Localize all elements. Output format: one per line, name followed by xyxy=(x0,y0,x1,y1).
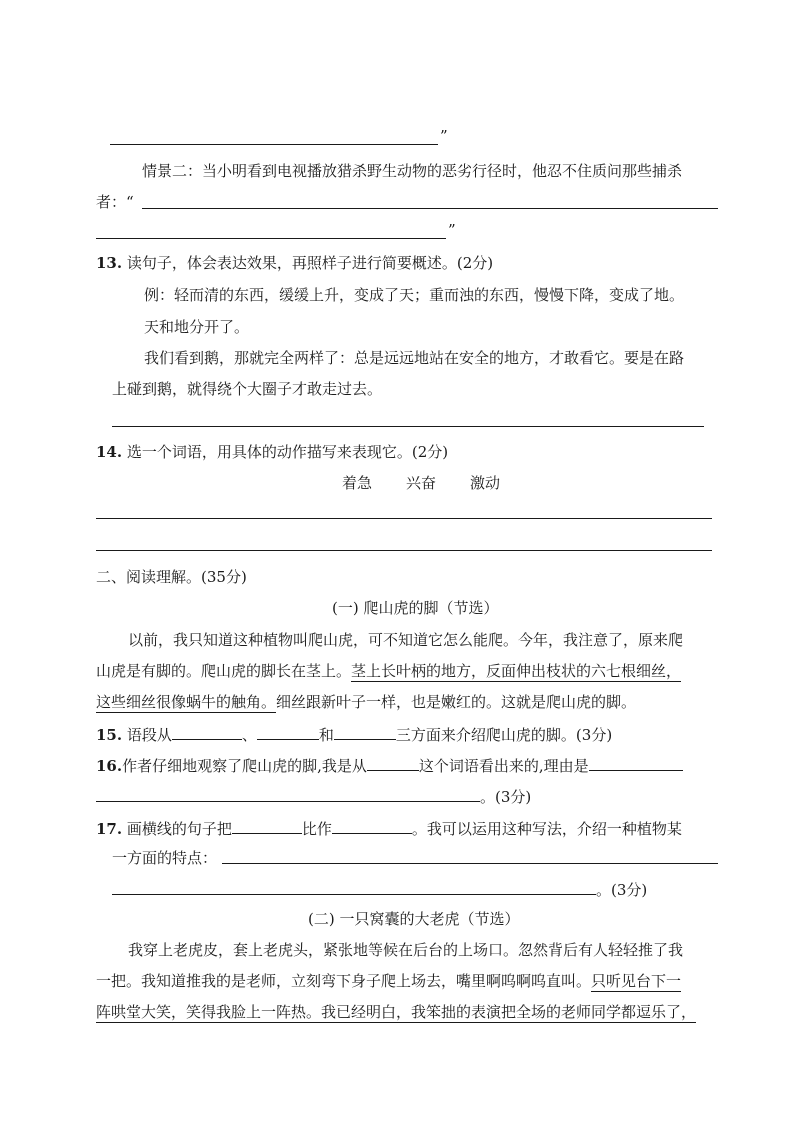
question-13 xyxy=(96,253,493,273)
question-text: 语段从 xyxy=(122,726,172,744)
fill-blank[interactable] xyxy=(589,754,683,771)
question-text: 比作 xyxy=(301,820,332,838)
question-14 xyxy=(96,442,448,462)
question-text: 。我可以运用这种写法，介绍一种植物某 xyxy=(411,820,682,838)
question-16-cont xyxy=(96,785,531,807)
fill-blank[interactable] xyxy=(334,723,396,740)
underlined-sentence: 茎上长叶柄的地方，反面伸出枝状的六七根细丝， xyxy=(351,662,682,680)
question-text: 三方面来介绍爬山虎的脚。(3分) xyxy=(395,726,613,744)
question-score: 。(3分) xyxy=(480,788,532,806)
word-option: 着急 xyxy=(342,474,373,492)
q13-passage-line2: 上碰到鹅，就得绕个大圈子才敢走过去。 xyxy=(112,380,383,398)
passage-text: 一把。我知道推我的是老师，立刻弯下身子爬上场去，嘴里啊呜啊呜直叫。 xyxy=(96,972,592,990)
question-text: 选一个词语，用具体的动作描写来表现它。(2分) xyxy=(122,443,449,461)
fill-blank[interactable] xyxy=(332,817,412,834)
scenario-2-text: 情景二：当小明看到电视播放猎杀野生动物的恶劣行径时，他忍不住质问那些捕杀 xyxy=(142,162,683,180)
question-16 xyxy=(96,754,683,776)
section-heading: 二、阅读理解。(35分) xyxy=(96,568,247,586)
question-17-cont2 xyxy=(112,878,647,900)
fill-blank[interactable] xyxy=(257,723,319,740)
q13-example: 例：轻而清的东西，缓缓上升，变成了天；重而浊的东西，慢慢下降，变成了地。 xyxy=(144,286,685,304)
passage-1-line2 xyxy=(96,661,681,681)
passage-2-line1: 我穿上老虎皮，套上老虎头，紧张地等候在后台的上场口。忽然背后有人轻轻推了我 xyxy=(128,941,684,959)
fill-blank[interactable] xyxy=(232,817,302,834)
underlined-sentence: 这些细丝很像蜗牛的触角。 xyxy=(96,693,277,711)
question-text: 这个词语看出来的,理由是 xyxy=(418,757,589,775)
answer-line[interactable] xyxy=(96,518,712,519)
fill-blank[interactable] xyxy=(172,723,242,740)
question-17-cont: 一方面的特点： xyxy=(112,849,218,867)
scenario-2-prompt: 者：“ xyxy=(96,193,134,211)
question-15 xyxy=(96,723,612,745)
answer-line[interactable] xyxy=(222,863,718,864)
question-score: 。(3分) xyxy=(596,881,648,899)
passage-1-line1: 以前，我只知道这种植物叫爬山虎，可不知道它怎么能爬。今年，我注意了，原来爬 xyxy=(128,631,684,649)
answer-line[interactable] xyxy=(112,426,704,427)
passage-2-line3 xyxy=(96,1002,696,1022)
passage-1-title: (一) 爬山虎的脚（节选） xyxy=(332,599,499,617)
passage-1-line3 xyxy=(96,692,636,712)
question-number: 14. xyxy=(96,443,123,461)
answer-line[interactable] xyxy=(96,238,446,239)
word-option: 激动 xyxy=(470,474,501,492)
question-text: 、 xyxy=(241,726,257,744)
fill-blank[interactable] xyxy=(367,754,419,771)
closing-quote: ” xyxy=(440,127,448,145)
word-option: 兴奋 xyxy=(406,474,437,492)
answer-line[interactable] xyxy=(142,208,718,209)
answer-line[interactable] xyxy=(96,550,712,551)
question-number: 16. xyxy=(96,757,123,775)
question-text: 读句子，体会表达效果，再照样子进行简要概述。(2分) xyxy=(122,254,494,272)
answer-line[interactable] xyxy=(110,144,438,145)
q13-passage-line1: 我们看到鹅，那就完全两样了：总是远远地站在安全的地方，才敢看它。要是在路 xyxy=(144,349,685,367)
fill-blank[interactable] xyxy=(96,785,480,802)
q13-example-cont: 天和地分开了。 xyxy=(144,318,250,336)
passage-2-line2 xyxy=(96,971,681,991)
passage-text: 细丝跟新叶子一样，也是嫩红的。这就是爬山虎的脚。 xyxy=(276,693,637,711)
question-text: 画横线的句子把 xyxy=(122,820,232,838)
underlined-sentence: 阵哄堂大笑，笑得我脸上一阵热。我已经明白，我笨拙的表演把全场的老师同学都逗乐了， xyxy=(96,1003,697,1021)
underlined-sentence: 只听见台下一 xyxy=(591,972,682,990)
question-text: 作者仔细地观察了爬山虎的脚,我是从 xyxy=(122,757,367,775)
question-number: 17. xyxy=(96,820,123,838)
question-text: 和 xyxy=(318,726,334,744)
closing-quote: ” xyxy=(448,221,456,239)
question-number: 15. xyxy=(96,726,123,744)
fill-blank[interactable] xyxy=(112,878,596,895)
passage-2-title: (二) 一只窝囊的大老虎（节选） xyxy=(308,910,520,928)
question-17 xyxy=(96,817,682,839)
passage-text: 山虎是有脚的。爬山虎的脚长在茎上。 xyxy=(96,662,352,680)
question-number: 13. xyxy=(96,254,123,272)
